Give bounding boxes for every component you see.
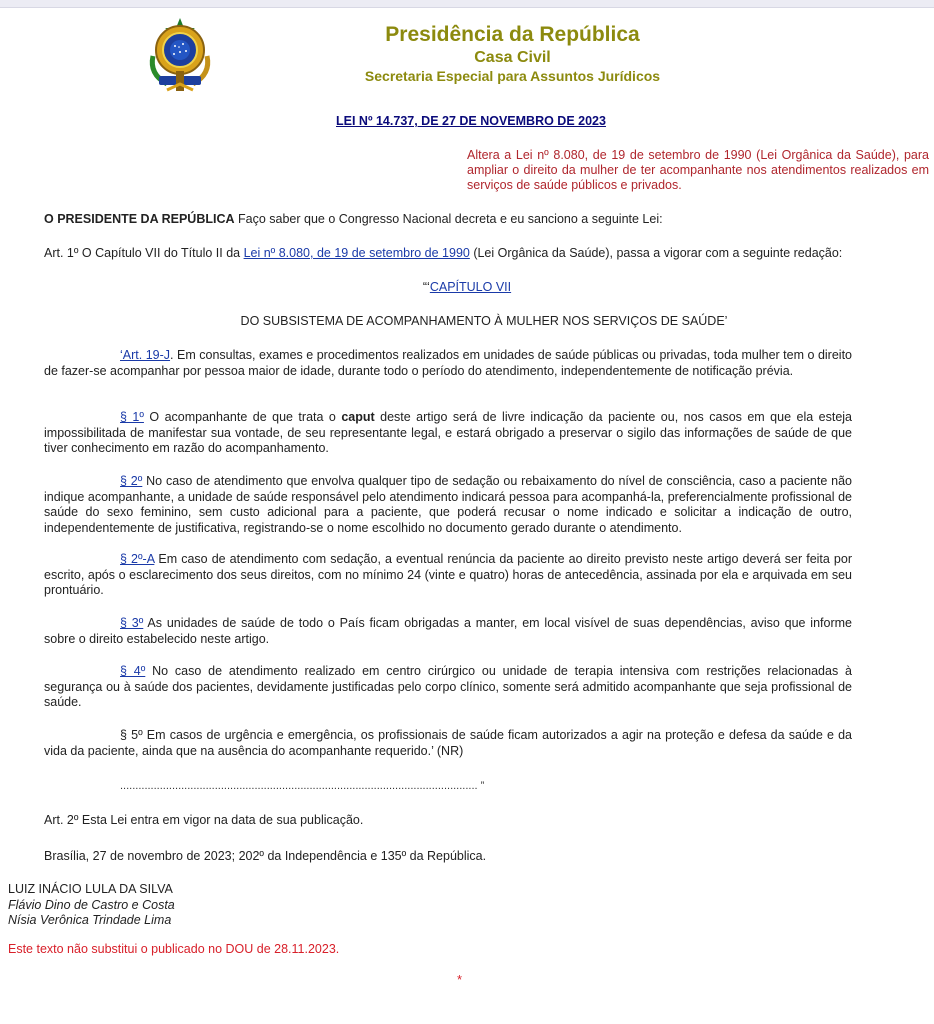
par3-text: As unidades de saúde de todo o País ficam obrigadas a manter, em local visível de suas dependências, aviso que informe sobre o direito estabelecido neste artigo. xyxy=(44,616,852,646)
law-title-link[interactable]: LEI Nº 14.737, DE 27 DE NOVEMBRO DE 2023 xyxy=(336,114,606,128)
header-casa-civil: Casa Civil xyxy=(474,49,551,66)
ementa: Altera a Lei nº 8.080, de 19 de setembro de 1990 (Lei Orgânica da Saúde), para ampliar o direito da mulher de ter acompanhante nos atendimentos realizados em serviços de saúde públicos e privados. xyxy=(467,148,929,192)
par1-caput: caput xyxy=(341,410,375,424)
dou-disclaimer: Este texto não substitui o publicado no DOU de 28.11.2023. xyxy=(8,942,340,956)
preamble-text: Faço saber que o Congresso Nacional decreta e eu sanciono a seguinte Lei: xyxy=(234,212,663,226)
art1-suffix: (Lei Orgânica da Saúde), passa a vigorar com a seguinte redação: xyxy=(469,246,843,260)
signature-minister-1: Flávio Dino de Castro e Costa xyxy=(8,897,175,912)
header-presidency: Presidência da República xyxy=(385,23,640,46)
paragraph-2a xyxy=(44,552,852,599)
chapter-quote: “‘ xyxy=(422,280,430,294)
art1-prefix: Art. 1º O Capítulo VII do Título II da xyxy=(44,246,244,260)
elision-dots: ..................................................................................................................... ” xyxy=(120,780,485,792)
par4-link[interactable]: § 4º xyxy=(120,664,146,678)
par1-text-b: deste artigo será de livre indicação da paciente ou, nos casos em que ela esteja impossibilitada de manifestar sua vontade, de seu representante legal, e estará obrigado a preservar o sigilo das informações de saúde de que tiver conhecimento em razão do acompanhamento. xyxy=(44,410,852,455)
lei-8080-link[interactable]: Lei nº 8.080, de 19 de setembro de 1990 xyxy=(243,246,470,260)
browser-top-bar xyxy=(0,0,934,8)
art19j-paragraph xyxy=(44,348,852,379)
header-secretariat: Secretaria Especial para Assuntos Jurídicos xyxy=(364,68,661,84)
par1-text-a: O acompanhante de que trata o xyxy=(143,410,342,424)
header xyxy=(300,22,725,86)
preamble-bold: O PRESIDENTE DA REPÚBLICA xyxy=(44,212,235,226)
paragraph-3 xyxy=(44,616,852,647)
asterisk-mark: * xyxy=(457,972,463,987)
art1 xyxy=(44,246,842,262)
signature-president: LUIZ INÁCIO LULA DA SILVA xyxy=(8,882,173,896)
signature-minister-2: Nísia Verônica Trindade Lima xyxy=(8,913,172,927)
art19j-text: . Em consultas, exames e procedimentos realizados em unidades de saúde públicas ou privadas, toda mulher tem o direito de fazer-se acompanhar por pessoa maior de idade, durante todo o período do atendimento, independentemente de notificação prévia. xyxy=(44,348,852,378)
par1-link[interactable]: § 1º xyxy=(120,410,144,424)
par2-text: No caso de atendimento que envolva qualquer tipo de sedação ou rebaixamento do nível de consciência, caso a paciente não indique acompanhante, a unidade de saúde responsável pelo atendimento indicará pessoa para acompanhá-la, preferencialmente profissional de saúde do sexo feminino, sem custo adicional para a paciente, que poderá recusar o nome indicado e solicitar a indicação de outro, independentemente de justificativa, registrando-se o nome escolhido no documento gerado durante o atendimento. xyxy=(44,474,852,535)
chapter-heading xyxy=(0,280,934,296)
paragraph-4 xyxy=(44,664,852,711)
art19j-link[interactable]: ‘Art. 19-J xyxy=(120,348,171,362)
par2-link[interactable]: § 2º xyxy=(120,474,143,488)
chapter-subtitle: DO SUBSISTEMA DE ACOMPANHAMENTO À MULHER NOS SERVIÇOS DE SAÚDE’ xyxy=(240,314,728,328)
signatures xyxy=(8,882,175,929)
paragraph-1 xyxy=(44,410,852,457)
paragraph-2 xyxy=(44,474,852,536)
par3-link[interactable]: § 3º xyxy=(120,616,144,630)
signing-date: Brasília, 27 de novembro de 2023; 202º da Independência e 135º da República. xyxy=(44,849,487,863)
paragraph-5: § 5º Em casos de urgência e emergência, os profissionais de saúde ficam autorizados a agir na proteção e defesa da saúde e da vida da paciente, ainda que na ausência do acompanhante requerido.’ (NR) xyxy=(44,728,852,758)
art2: Art. 2º Esta Lei entra em vigor na data de sua publicação. xyxy=(44,813,364,827)
preamble xyxy=(44,212,663,228)
chapter-link[interactable]: CAPÍTULO VII xyxy=(429,280,512,294)
par2a-link[interactable]: § 2º-A xyxy=(120,552,155,566)
par4-text: No caso de atendimento realizado em centro cirúrgico ou unidade de terapia intensiva com restrições relacionadas à segurança ou à saúde dos pacientes, devidamente justificadas pelo corpo clínico, somente será admitido acompanhante que seja profissional de saúde. xyxy=(44,664,852,709)
brazil-coat-of-arms-icon xyxy=(145,16,215,94)
par2a-text: Em caso de atendimento com sedação, a eventual renúncia da paciente ao direito previsto neste artigo deverá ser feita por escrito, após o esclarecimento dos seus direitos, com no mínimo 24 (vinte e quatro) horas de antecedência, assinada por ela e arquivada em seu prontuário. xyxy=(44,552,852,597)
